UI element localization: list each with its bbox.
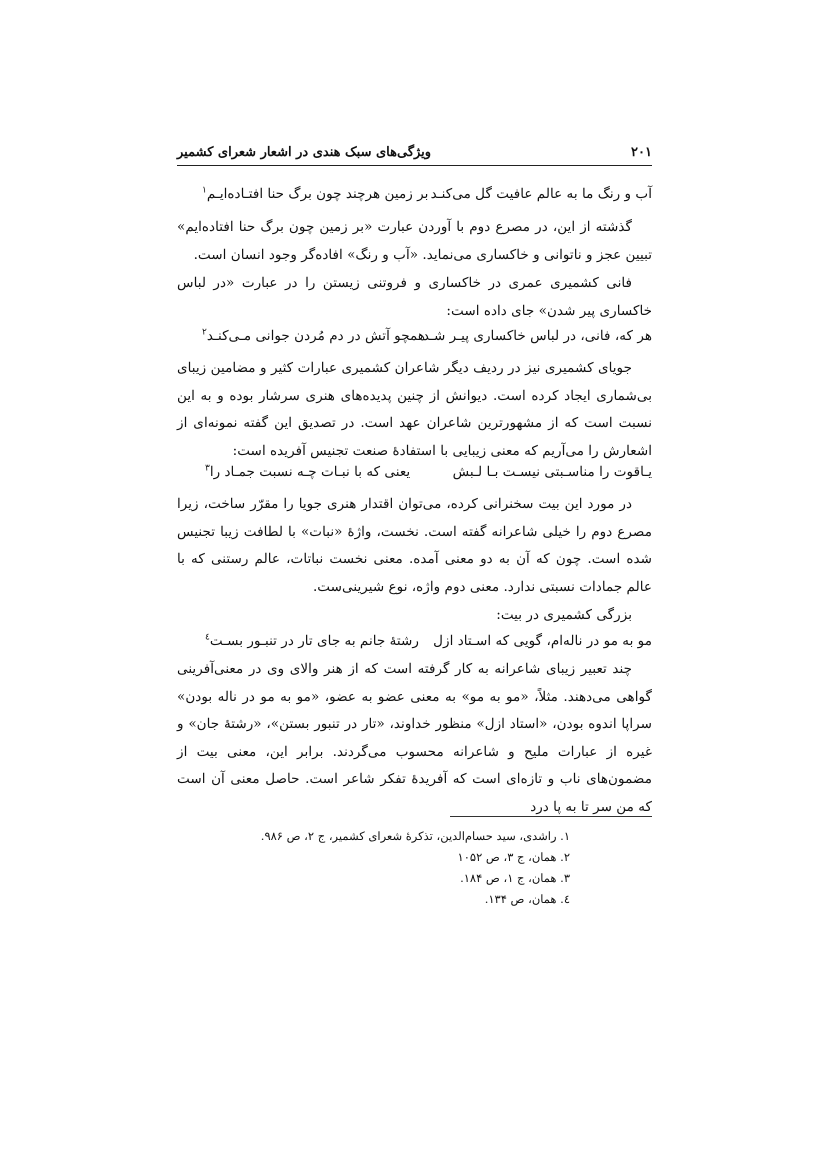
- footnotes: [177, 826, 652, 910]
- couplet-4-first-hemistich: مو به مو در ناله‌ام، گویی که اسـتاد ازل: [433, 633, 652, 649]
- paragraph-1: گذشته از این، در مصرع دوم با آوردن عبارت «بر زمین چون برگ حنا افتاده‌ایم» تبیین عجز و ناتوانی و خاکساری می‌نماید. «آب و رنگ» افاده‌گر وجود انسان است.: [177, 219, 652, 263]
- couplet-1: [177, 186, 652, 210]
- paragraph-4: در مورد این بیت سخنرانی کرده، می‌توان اقتدار هنری جویا را مقرّر ساخت، زیرا مصرع دوم را خیلی شاعرانه گفته است. نخست، واژهٔ «نبات» با لطافت زیبا تجنیس شده است. چون که آن به دو معنی آمده. معنی نخست نباتات، عالم رستنی که با عالم جمادات نسبتی ندارد. معنی دوم واژه، نوع شیرینی‌ست.: [177, 496, 652, 595]
- couplet-4: [177, 633, 652, 657]
- paragraph-6: چند تعبیر زیبای شاعرانه به کار گرفته است که از هنر والای وی در معنی‌آفرینی گواهی می‌دهند. مثلاً، «مو به مو» به معنی عضو به عضو، «مو به مو در ناله بودن» سراپا اندوه بودن، «استاد ازل» منظور خداوند، «تار در تنبور بستن»، «رشتهٔ جان» و غیره از عبارات ملیح و شاعرانه محسوب می‌گردند. برابر این، معنی بیت از مضمون‌های ناب و تازه‌ای است که آفریدهٔ تفکر شاعر است. حاصل معنی آن است که من سر تا به پا درد: [177, 661, 652, 815]
- couplet-3: [177, 464, 652, 488]
- paragraph-2: فانی کشمیری عمری در خاکساری و فروتنی زیستن را در عبارت «در لباس خاکساری پیر شدن» جای داده است:: [177, 275, 652, 319]
- running-title: ویژگی‌های سبک هندی در اشعار شعرای کشمیر: [177, 145, 432, 160]
- footnote-2: ۲. همان، ج ۳، ص ۱۰۵۲: [457, 850, 570, 864]
- footnote-ref-1: ۱: [202, 185, 207, 196]
- couplet-1-first-hemistich: آب و رنگ ما به عالم عافیت گل می‌کنـد: [430, 186, 652, 202]
- paragraph-3: جویای کشمیری نیز در ردیف دیگر شاعران کشمیری عبارات کثیر و مضامین زیبای بی‌شماری ایجاد کرده است. دیوانش از چنین پدیده‌های هنری سرشار بوده و به این نسبت است که از مشهورترین شاعران عهد است. در تصدیق این گفته نمونه‌ای از اشعارش را می‌آریم که معنی زیبایی با استفادهٔ صنعت تجنیس آفریده است:: [177, 360, 652, 459]
- header-rule: [177, 165, 652, 166]
- footnote-ref-3: ۳: [205, 463, 210, 474]
- page-number: ۲۰۱: [631, 145, 652, 160]
- footnote-1: ۱. راشدی، سید حسام‌الدین، تذکرهٔ شعرای کشمیر، ج ۲، ص ۹۸۶.: [260, 829, 570, 843]
- couplet-2-first-hemistich: هر که، فانی، در لباس خاکساری پیـر شـد: [422, 328, 652, 344]
- couplet-4-second-hemistich: رشتهٔ جانم به جای تار در تنبـور بسـت$^٤$: [205, 632, 419, 649]
- footnote-3: ۳. همان، ج ۱، ص ۱۸۴.: [460, 871, 570, 885]
- couplet-3-first-hemistich: یـاقوت را مناسـبتی نیسـت بـا لـبش: [452, 464, 652, 480]
- footnote-rule: [450, 816, 652, 817]
- couplet-3-second-hemistich: یعنی که با نبـات چـه نسبت جمـاد را$^۳$: [205, 463, 411, 480]
- couplet-1-second-hemistich: بر زمین هرچند چون برگ حنا افتـاده‌ایـم$^۱$: [202, 185, 429, 202]
- running-head: [177, 141, 652, 163]
- paragraph-5: بزرگی کشمیری در بیت:: [496, 607, 632, 623]
- couplet-2-second-hemistich: همچو آتش در دم مُردن جوانی مـی‌کنـد$^۲$: [202, 327, 425, 344]
- couplet-2: [177, 328, 652, 352]
- footnote-ref-4: ٤: [205, 632, 210, 643]
- footnote-ref-2: ۲: [202, 327, 207, 338]
- footnote-4: ٤. همان، ص ۱۳۴.: [484, 892, 570, 906]
